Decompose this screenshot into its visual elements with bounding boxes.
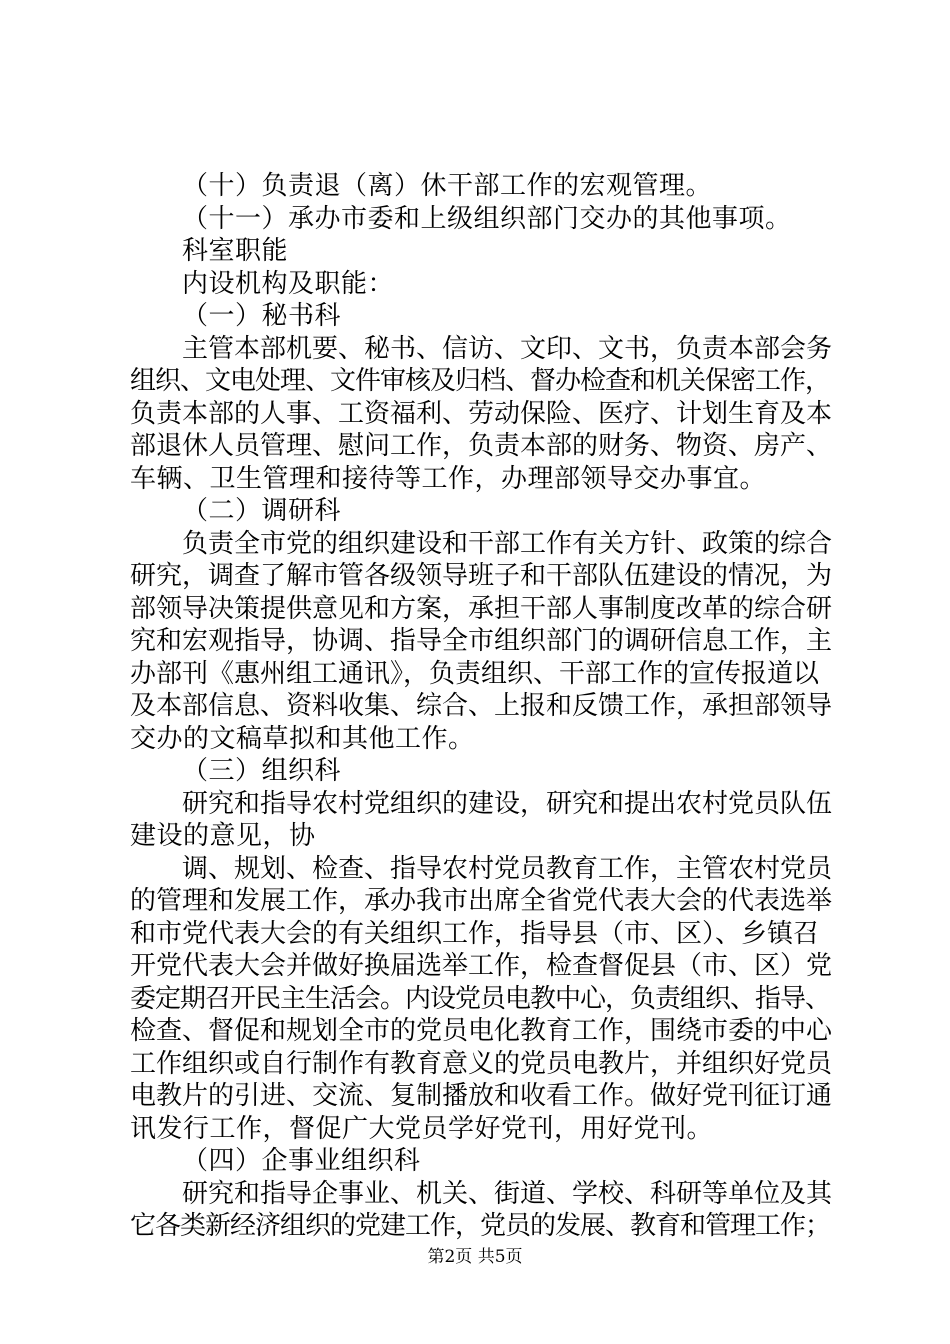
text-line: 内设机构及职能： — [182, 268, 395, 299]
text-line: 究和宏观指导，协调、指导全市组织部门的调研信息工作，主 — [130, 626, 833, 656]
document-body — [130, 170, 832, 1243]
text-line: 负责本部的人事、工资福利、劳动保险、医疗、计划生育及本 — [130, 398, 833, 429]
text-line: 和市党代表大会的有关组织工作，指导县（市、区）、乡镇召 — [130, 918, 820, 949]
text-line: 部退休人员管理、慰问工作，负责本部的财务、物资、房产、 — [130, 431, 833, 461]
text-line: 调、规划、检查、指导农村党员教育工作，主管农村党员 — [182, 853, 833, 884]
text-line: 车辆、卫生管理和接待等工作，办理部领导交办事宜。 — [130, 463, 767, 494]
text-line: 负责全市党的组织建设和干部工作有关方针、政策的综合 — [182, 528, 833, 559]
text-line: 及本部信息、资料收集、综合、上报和反馈工作，承担部领导 — [130, 691, 833, 721]
text-line: 办部刊《惠州组工通讯》，负责组织、干部工作的宣传报道以 — [130, 658, 820, 689]
text-line: 部领导决策提供意见和方案，承担干部人事制度改革的综合研 — [130, 593, 833, 624]
text-line: 研究和指导企事业、机关、街道、学校、科研等单位及其 — [182, 1178, 833, 1209]
text-line: 的管理和发展工作，承办我市出席全省党代表大会的代表选举 — [130, 886, 833, 916]
text-line: 工作组织或自行制作有教育意义的党员电教片，并组织好党员 — [130, 1048, 833, 1079]
text-line: 电教片的引进、交流、复制播放和收看工作。做好党刊征订通 — [130, 1081, 833, 1111]
text-line: 检查、督促和规划全市的党员电化教育工作，围绕市委的中心 — [130, 1016, 833, 1046]
text-line: 讯发行工作，督促广大党员学好党刊，用好党刊。 — [130, 1113, 714, 1144]
text-line: 它各类新经济组织的党建工作，党员的发展、教育和管理工作； — [130, 1211, 831, 1241]
text-line: 研究和指导农村党组织的建设，研究和提出农村党员队伍 — [182, 788, 833, 819]
text-line: 科室职能 — [182, 236, 289, 266]
text-line: 研究，调查了解市管各级领导班子和干部队伍建设的情况，为 — [130, 561, 833, 591]
text-line: 建设的意见，协 — [130, 821, 316, 851]
text-line: 组织、文电处理、文件审核及归档、督办检查和机关保密工作， — [130, 366, 831, 396]
text-line: （十一）承办市委和上级组织部门交办的其他事项。 — [182, 203, 792, 234]
text-line: （三）组织科 — [182, 756, 342, 786]
page-footer: 第2页 共5页 — [427, 1247, 523, 1267]
text-line: 交办的文稿草拟和其他工作。 — [130, 723, 475, 754]
text-line: 主管本部机要、秘书、信访、文印、文书，负责本部会务 — [182, 333, 833, 364]
text-line: 委定期召开民主生活会。内设党员电教中心，负责组织、指导、 — [130, 983, 831, 1014]
text-line: （四）企事业组织科 — [182, 1146, 421, 1176]
text-line: （十）负责退（离）休干部工作的宏观管理。 — [182, 171, 713, 201]
text-line: （一）秘书科 — [182, 301, 342, 331]
text-line: （二）调研科 — [182, 496, 342, 526]
text-line: 开党代表大会并做好换届选举工作，检查督促县（市、区）党 — [130, 951, 833, 981]
